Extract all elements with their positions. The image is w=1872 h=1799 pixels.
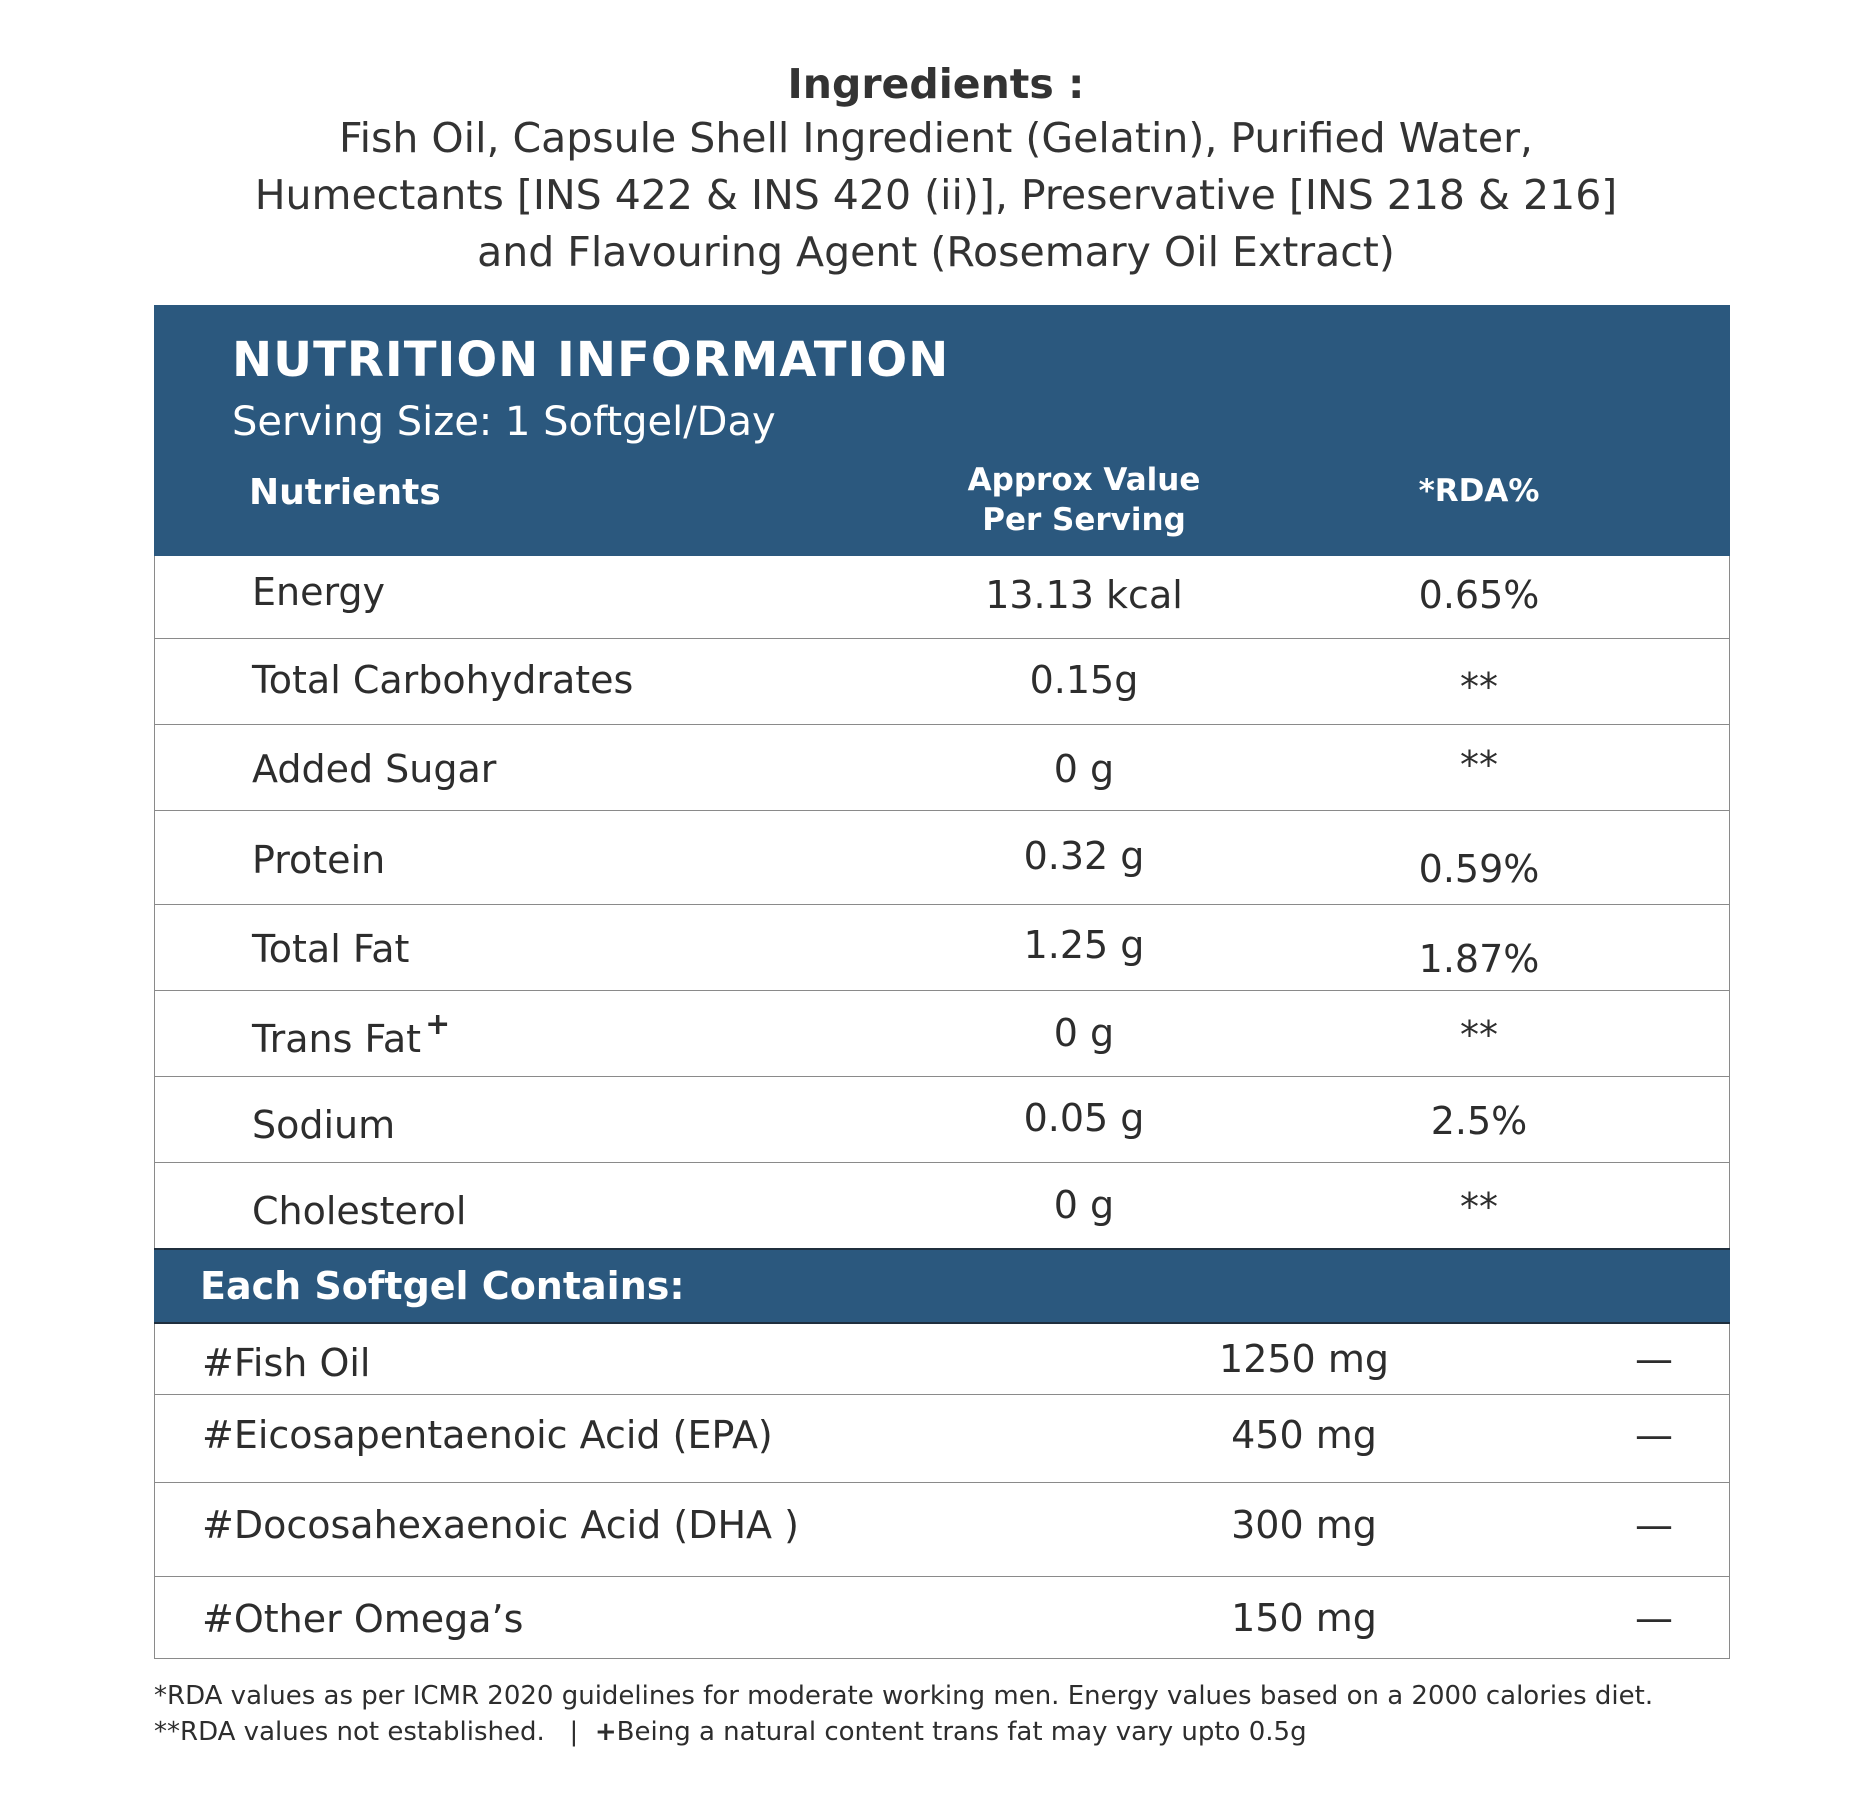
table-row	[154, 904, 1730, 990]
nutrient-name: Total Carbohydrates	[252, 658, 634, 702]
softgel-item-rda: —	[1635, 1337, 1673, 1381]
nutrient-value: 13.13 kcal	[985, 573, 1183, 617]
footnote-trans-fat: Being a natural content trans fat may vary upto 0.5g	[616, 1717, 1307, 1747]
nutrient-rda: **	[1460, 1013, 1498, 1057]
softgel-item-name: #Other Omega’s	[202, 1597, 524, 1641]
ingredients-line: and Flavouring Agent (Rosemary Oil Extract)	[477, 228, 1395, 276]
nutrient-rda: 2.5%	[1430, 1099, 1528, 1143]
nutrient-name: Energy	[252, 570, 386, 614]
softgel-item-rda: —	[1635, 1503, 1673, 1547]
table-row	[154, 724, 1730, 810]
nutrient-value: 0.15g	[1029, 658, 1139, 702]
nutrient-name: Cholesterol	[252, 1189, 467, 1233]
softgel-item-name: #Docosahexaenoic Acid (DHA )	[202, 1503, 799, 1547]
nutrition-title: NUTRITION INFORMATION	[232, 332, 950, 388]
footnote-plus-marker: +	[594, 1717, 617, 1747]
softgel-header	[154, 1248, 1730, 1324]
nutrient-name: Added Sugar	[252, 747, 497, 791]
table-row	[154, 1162, 1730, 1248]
footnote-rda-not-established: **RDA values not established. |	[154, 1717, 595, 1747]
table-row	[154, 1324, 1730, 1394]
footnotes	[154, 1678, 1653, 1750]
softgel-item-value: 150 mg	[1231, 1596, 1377, 1640]
ingredients-line: Humectants [INS 422 & INS 420 (ii)], Preservative [INS 218 & 216]	[254, 171, 1618, 219]
nutrient-name: Protein	[252, 838, 386, 882]
nutrient-value: 0 g	[1053, 747, 1115, 791]
nutrient-rda: **	[1460, 665, 1498, 709]
nutrient-name: Total Fat	[252, 927, 410, 971]
softgel-item-value: 300 mg	[1231, 1503, 1377, 1547]
softgel-item-rda: —	[1635, 1413, 1673, 1457]
nutrient-name-with-sup	[252, 1007, 451, 1067]
softgel-item-value: 450 mg	[1231, 1413, 1377, 1457]
nutrient-rda: 1.87%	[1418, 937, 1540, 981]
softgel-item-name: #Eicosapentaenoic Acid (EPA)	[202, 1413, 773, 1457]
nutrition-header	[154, 305, 1730, 556]
softgel-item-value: 1250 mg	[1219, 1337, 1389, 1381]
softgel-title: Each Softgel Contains:	[200, 1264, 685, 1308]
footnote-rda-basis: *RDA values as per ICMR 2020 guidelines for moderate working men. Energy values based on a 2000 calories diet.	[154, 1681, 1654, 1711]
nutrient-value: 1.25 g	[1023, 923, 1145, 967]
column-header-nutrients: Nutrients	[249, 472, 441, 513]
column-header-rda: *RDA%	[1418, 473, 1540, 509]
ingredients-section	[0, 58, 1872, 281]
table-row	[154, 1076, 1730, 1162]
nutrient-rda: **	[1460, 1185, 1498, 1229]
trans-fat-plus-marker: +	[425, 1007, 451, 1042]
nutrient-rda: 0.65%	[1418, 573, 1540, 617]
serving-size: Serving Size: 1 Softgel/Day	[232, 399, 776, 445]
table-row	[154, 638, 1730, 724]
nutrient-value: 0.05 g	[1023, 1096, 1145, 1140]
table-row	[154, 1394, 1730, 1482]
table-row	[154, 556, 1730, 638]
column-header-approx-line: Approx Value	[967, 462, 1201, 498]
footnote-line-2	[154, 1714, 1653, 1750]
softgel-item-rda: —	[1635, 1596, 1673, 1640]
nutrient-name: Trans Fat	[252, 1017, 422, 1061]
softgel-item-name: #Fish Oil	[202, 1341, 371, 1385]
ingredients-title: Ingredients :	[787, 60, 1085, 108]
nutrient-name: Sodium	[252, 1103, 396, 1147]
nutrient-value: 0.32 g	[1023, 834, 1145, 878]
nutrient-value: 0 g	[1053, 1183, 1115, 1227]
ingredients-line: Fish Oil, Capsule Shell Ingredient (Gelatin), Purified Water,	[339, 114, 1533, 162]
table-row	[154, 1482, 1730, 1576]
nutrient-value: 0 g	[1053, 1011, 1115, 1055]
nutrient-rda: 0.59%	[1418, 847, 1540, 891]
table-row	[154, 810, 1730, 904]
table-row	[154, 1576, 1730, 1659]
column-header-approx-line: Per Serving	[982, 502, 1186, 538]
nutrient-rda: **	[1460, 743, 1498, 787]
table-row	[154, 990, 1730, 1076]
column-header-approx-value	[934, 460, 1234, 540]
